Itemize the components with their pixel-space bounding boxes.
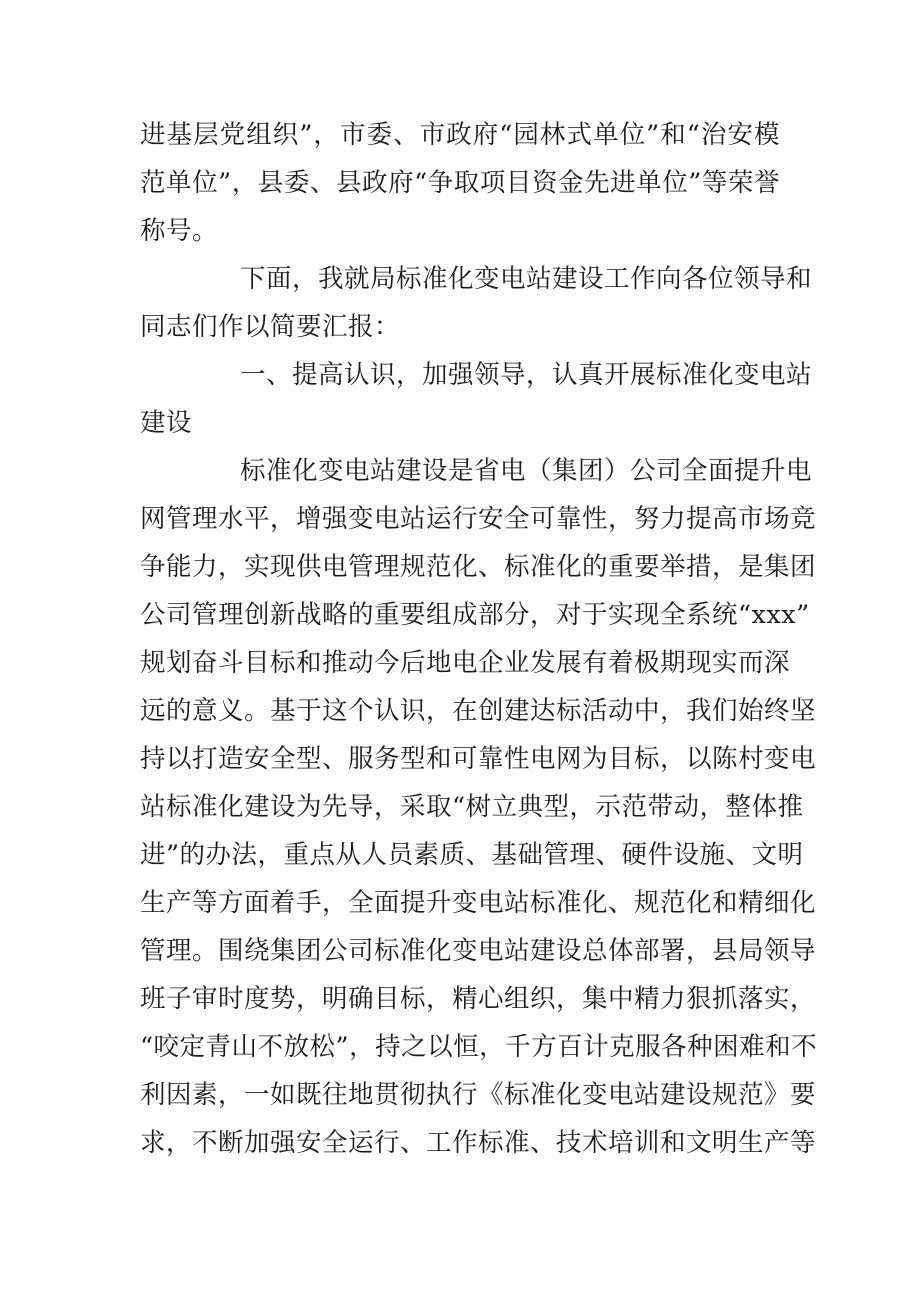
text-line: 范单位”，县委、县政府“争取项目资金先进单位”等荣誉 [140,168,780,198]
document-body [140,111,818,1167]
text-line: 求，不断加强安全运行、工作标准、技术培训和文明生产等 [140,1128,817,1158]
text-line: 远的意义。基于这个认识，在创建达标活动中，我们始终坚 [140,696,817,726]
text-line: 生产等方面着手，全面提升变电站标准化、规范化和精细化 [140,888,817,918]
paragraph-intro [140,255,813,351]
text-line: 下面，我就局标准化变电站建设工作向各位领导和 [240,264,813,294]
text-line: 规划奋斗目标和推动今后地电企业发展有着极期现实而深 [140,648,791,678]
text-line: 公司管理创新战略的重要组成部分，对于实现全系统“xxx” [140,600,810,630]
text-line: 利因素，一如既往地贯彻执行《标准化变电站建设规范》要 [140,1080,817,1110]
text-line: 进基层党组织”，市委、市政府“园林式单位”和“治安模 [140,120,780,150]
text-line: 班子审时度势，明确目标，精心组织，集中精力狠抓落实， [140,984,817,1014]
text-line: 站标准化建设为先导，采取“树立典型，示范带动，整体推 [140,792,804,822]
text-line: 称号。 [140,216,219,246]
paragraph-body-1 [140,447,818,1167]
text-line: 标准化变电站建设是省电（集团）公司全面提升电 [240,456,813,486]
text-line: 持以打造安全型、服务型和可靠性电网为目标，以陈村变电 [140,744,817,774]
text-line: 争能力，实现供电管理规范化、标准化的重要举措，是集团 [140,552,817,582]
text-line: 建设 [140,408,193,438]
text-line: 同志们作以简要汇报： [140,312,401,342]
text-line: 一、提高认识，加强领导，认真开展标准化变电站 [240,360,813,390]
text-line: 网管理水平，增强变电站运行安全可靠性，努力提高市场竞 [140,504,817,534]
text-line: 管理。围绕集团公司标准化变电站建设总体部署，县局领导 [140,936,817,966]
text-line: “咬定青山不放松”，持之以恒，千方百计克服各种困难和不 [140,1032,818,1062]
paragraph-heading-1 [140,351,813,447]
text-line: 进”的办法，重点从人员素质、基础管理、硬件设施、文明 [140,840,804,870]
paragraph-awards [140,111,780,255]
